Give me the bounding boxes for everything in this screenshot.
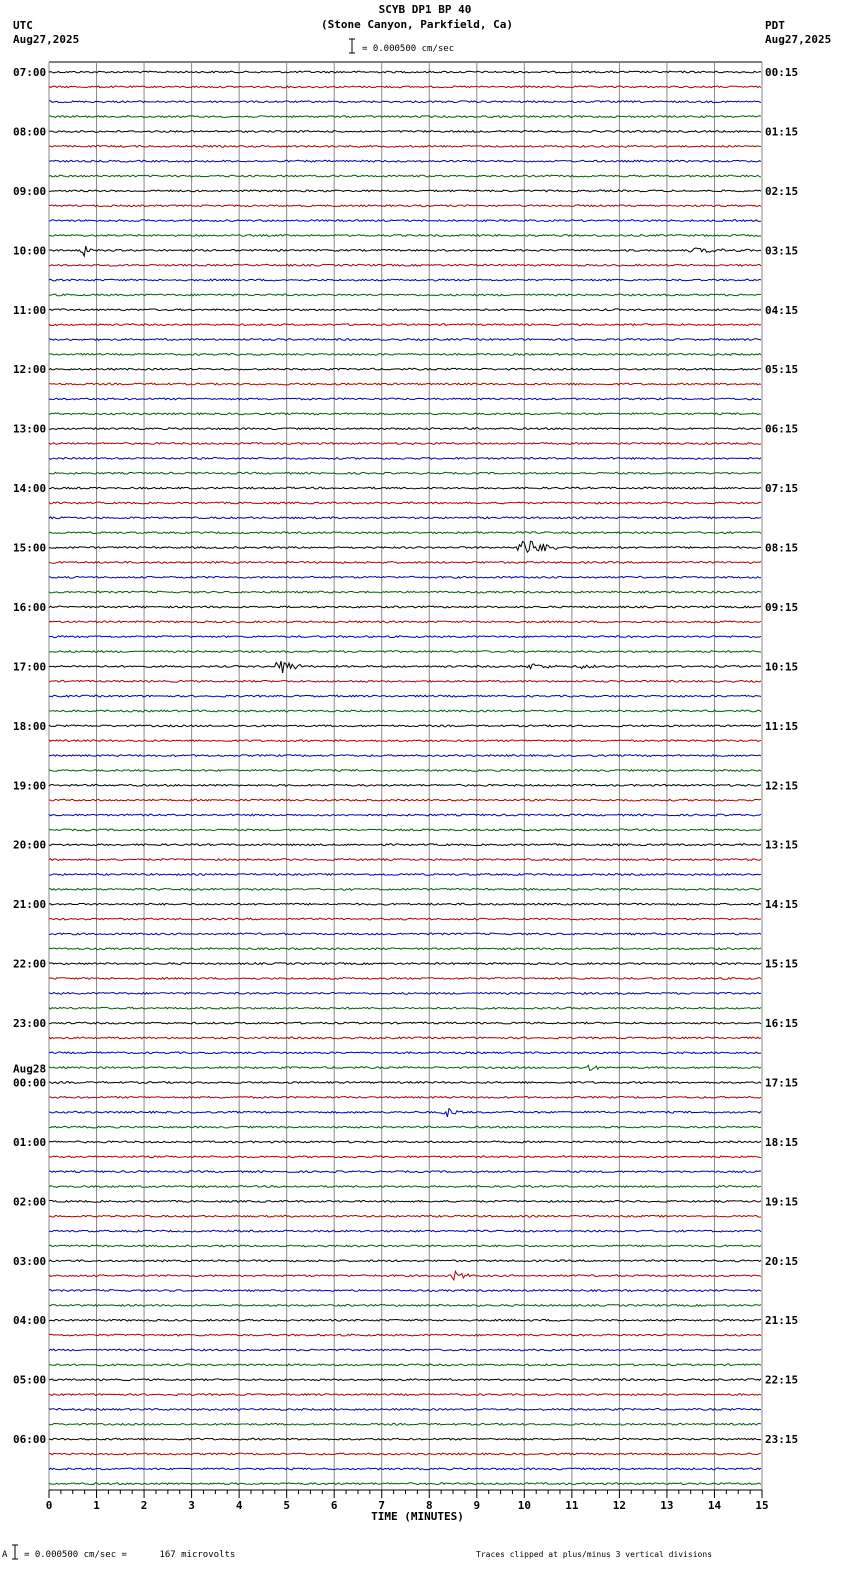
pdt-hour-label: 16:15: [765, 1017, 799, 1031]
utc-hour-label: 20:00: [13, 838, 47, 852]
utc-hour-label: 09:00: [13, 184, 47, 198]
right-date: Aug27,2025: [765, 33, 832, 46]
scale-label: = 0.000500 cm/sec: [362, 44, 455, 54]
seismic-trace: [49, 740, 761, 742]
utc-hour-label: 23:00: [13, 1017, 47, 1031]
seismic-trace: [49, 1290, 761, 1292]
seismic-trace: [49, 963, 761, 965]
seismic-trace: [49, 309, 761, 311]
seismic-trace: [49, 71, 761, 73]
seismic-trace: [49, 1052, 761, 1054]
seismic-trace: [49, 116, 761, 118]
pdt-hour-label: 13:15: [765, 838, 799, 852]
seismic-trace: [49, 1109, 761, 1117]
pdt-hour-label: 07:15: [765, 482, 799, 496]
utc-hour-label: 04:00: [13, 1314, 47, 1328]
footer-scale-bar: [12, 1545, 18, 1559]
seismic-trace: [49, 235, 761, 237]
seismic-trace: [49, 948, 761, 950]
x-axis: [46, 1490, 769, 1523]
seismic-trace: [49, 339, 761, 341]
seismic-trace: [49, 1096, 761, 1098]
x-tick-label: 9: [473, 1499, 481, 1512]
seismic-trace: [49, 1305, 761, 1307]
seismic-trace: [49, 383, 761, 385]
seismic-trace: [49, 661, 761, 673]
seismic-trace: [49, 487, 761, 489]
seismic-trace: [49, 1082, 761, 1084]
utc-hour-label: 06:00: [13, 1433, 47, 1447]
seismic-trace: [49, 502, 761, 504]
utc-hour-label: 22:00: [13, 957, 47, 971]
footer-scale-label: = 0.000500 cm/sec = 167 microvolts: [24, 1550, 236, 1560]
seismic-trace: [49, 933, 761, 935]
seismic-trace: [49, 1141, 761, 1143]
seismic-trace: [49, 1423, 761, 1425]
seismic-trace: [49, 101, 761, 103]
pdt-hour-label: 06:15: [765, 422, 799, 436]
seismic-trace: [49, 1334, 761, 1336]
seismic-trace: [49, 413, 761, 415]
seismic-trace: [49, 145, 761, 147]
x-tick-label: 13: [660, 1499, 674, 1512]
left-date: Aug27,2025: [13, 33, 80, 46]
seismic-trace: [49, 606, 761, 608]
seismic-trace: [49, 294, 761, 296]
utc-hour-label: 00:00: [13, 1076, 47, 1090]
seismic-trace: [49, 1126, 761, 1128]
x-tick-label: 7: [378, 1499, 386, 1512]
utc-hour-label: 01:00: [13, 1135, 47, 1149]
seismic-trace: [49, 131, 761, 133]
utc-hour-label: 11:00: [13, 303, 47, 317]
chart-title: SCYB DP1 BP 40: [378, 3, 472, 16]
seismic-trace: [49, 443, 761, 445]
seismic-trace: [49, 1271, 761, 1280]
seismic-trace: [49, 175, 761, 177]
seismic-trace: [49, 1379, 761, 1381]
date-change-label: Aug28: [13, 1062, 47, 1076]
pdt-hour-label: 10:15: [765, 660, 799, 674]
pdt-hour-label: 08:15: [765, 541, 799, 555]
seismic-trace: [49, 978, 761, 980]
x-tick-label: 6: [330, 1499, 338, 1512]
x-tick-label: 8: [425, 1499, 433, 1512]
seismic-trace: [49, 279, 761, 281]
seismic-trace: [49, 1319, 761, 1321]
seismic-trace: [49, 1364, 761, 1366]
utc-hour-label: 10:00: [13, 244, 47, 258]
seismic-trace: [49, 1468, 761, 1470]
seismic-trace: [49, 1065, 761, 1070]
x-tick-label: 3: [188, 1499, 195, 1512]
seismic-trace: [49, 532, 761, 534]
seismic-trace: [49, 1245, 761, 1247]
seismic-trace: [49, 458, 761, 460]
x-tick-label: 15: [755, 1499, 769, 1512]
seismic-trace: [49, 636, 761, 638]
utc-hour-label: 05:00: [13, 1373, 47, 1387]
seismic-trace: [49, 903, 761, 905]
pdt-hour-label: 00:15: [765, 66, 799, 79]
pdt-hour-label: 04:15: [765, 303, 799, 317]
seismic-trace: [49, 695, 761, 697]
seismic-trace: [49, 160, 761, 162]
chart-subtitle: (Stone Canyon, Parkfield, Ca): [320, 18, 514, 31]
seismic-trace: [49, 1007, 761, 1009]
seismic-trace: [49, 1022, 761, 1024]
seismic-trace: [49, 428, 761, 430]
seismic-trace: [49, 814, 761, 816]
seismic-trace: [49, 1349, 761, 1351]
seismic-trace: [49, 368, 761, 370]
pdt-hour-label: 15:15: [765, 957, 799, 971]
utc-hour-label: 07:00: [13, 66, 47, 79]
seismic-trace: [49, 859, 761, 861]
x-tick-label: 5: [283, 1499, 290, 1512]
seismic-trace: [49, 1438, 761, 1440]
utc-hour-label: 08:00: [13, 125, 47, 139]
seismic-trace: [49, 829, 761, 831]
pdt-hour-label: 18:15: [765, 1135, 799, 1149]
seismic-trace: [49, 992, 761, 994]
pdt-hour-label: 17:15: [765, 1076, 799, 1090]
x-tick-label: 11: [565, 1499, 579, 1512]
seismic-trace: [49, 784, 761, 786]
right-timezone: PDT: [765, 19, 785, 32]
seismic-trace: [49, 517, 761, 519]
seismic-trace: [49, 1483, 761, 1485]
pdt-hour-label: 11:15: [765, 719, 799, 733]
seismic-trace: [49, 799, 761, 801]
x-tick-label: 10: [517, 1499, 531, 1512]
seismic-trace: [49, 1260, 761, 1262]
seismic-traces: [49, 71, 761, 1485]
seismic-trace: [49, 874, 761, 876]
clip-note: Traces clipped at plus/minus 3 vertical divisions: [476, 1550, 713, 1559]
seismic-trace: [49, 324, 761, 326]
seismic-trace: [49, 398, 761, 400]
seismic-trace: [49, 246, 761, 256]
seismic-trace: [49, 353, 761, 355]
pdt-hour-label: 23:15: [765, 1433, 799, 1447]
seismic-trace: [49, 562, 761, 564]
seismic-trace: [49, 190, 761, 192]
seismic-trace: [49, 770, 761, 772]
seismic-trace: [49, 264, 761, 266]
seismic-trace: [49, 1394, 761, 1396]
pdt-hour-label: 01:15: [765, 125, 799, 139]
pdt-hour-label: 22:15: [765, 1373, 799, 1387]
pdt-hour-label: 09:15: [765, 600, 799, 614]
seismic-trace: [49, 86, 761, 88]
x-tick-label: 14: [707, 1499, 722, 1512]
pdt-hour-label: 20:15: [765, 1254, 799, 1268]
pdt-hour-label: 21:15: [765, 1314, 799, 1328]
utc-hour-label: 03:00: [13, 1254, 47, 1268]
seismic-trace: [49, 1201, 761, 1203]
utc-hour-label: 21:00: [13, 898, 47, 912]
left-timezone: UTC: [13, 19, 33, 32]
pdt-hour-label: 12:15: [765, 779, 799, 793]
seismic-trace: [49, 1171, 761, 1173]
seismic-trace: [49, 888, 761, 890]
pdt-hour-label: 19:15: [765, 1195, 799, 1209]
seismic-trace: [49, 205, 761, 207]
utc-hour-label: 02:00: [13, 1195, 47, 1209]
x-tick-label: 2: [140, 1499, 148, 1512]
header-scale-bar: [349, 39, 355, 53]
utc-hour-label: 17:00: [13, 660, 47, 674]
utc-hour-label: 16:00: [13, 600, 47, 614]
seismic-trace: [49, 725, 761, 727]
seismic-trace: [49, 1186, 761, 1188]
seismic-trace: [49, 1037, 761, 1039]
x-axis-label: TIME (MINUTES): [371, 1510, 464, 1523]
seismic-trace: [49, 1453, 761, 1455]
seismic-trace: [49, 918, 761, 920]
x-tick-label: 1: [93, 1499, 100, 1512]
utc-hour-label: 19:00: [13, 779, 47, 793]
x-tick-label: 12: [612, 1499, 627, 1512]
seismic-trace: [49, 220, 761, 222]
seismic-trace: [49, 591, 761, 593]
seismic-trace: [49, 472, 761, 474]
seismic-trace: [49, 755, 761, 757]
seismic-trace: [49, 1156, 761, 1158]
seismic-trace: [49, 1409, 761, 1411]
seismic-trace: [49, 680, 761, 682]
footer-scale-marker: A: [2, 1550, 8, 1560]
utc-hour-label: 15:00: [13, 541, 47, 555]
seismic-trace: [49, 844, 761, 846]
seismic-trace: [49, 1215, 761, 1217]
seismic-trace: [49, 541, 761, 552]
x-tick-label: 0: [45, 1499, 53, 1512]
seismic-trace: [49, 710, 761, 712]
utc-hour-label: 12:00: [13, 363, 47, 377]
x-tick-label: 4: [235, 1499, 243, 1512]
seismic-trace: [49, 576, 761, 578]
seismic-trace: [49, 1230, 761, 1232]
utc-hour-label: 13:00: [13, 422, 47, 436]
pdt-hour-label: 14:15: [765, 898, 799, 912]
pdt-hour-label: 05:15: [765, 363, 799, 377]
utc-hour-label: 14:00: [13, 482, 47, 496]
utc-hour-label: 18:00: [13, 719, 47, 733]
seismic-trace: [49, 651, 761, 653]
pdt-hour-label: 02:15: [765, 184, 799, 198]
seismic-trace: [49, 621, 761, 623]
pdt-hour-label: 03:15: [765, 244, 799, 258]
